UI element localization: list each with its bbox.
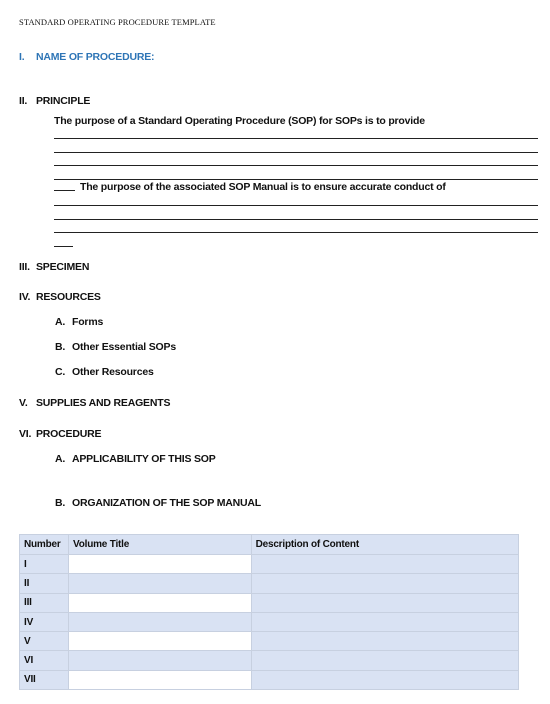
section-specimen: [19, 261, 89, 273]
section-title: SUPPLIES AND REAGENTS: [36, 397, 171, 409]
section-title: PROCEDURE: [36, 428, 102, 440]
item-letter: A.: [55, 453, 66, 465]
resource-item-other-sops: [55, 341, 176, 353]
volume-title-cell[interactable]: [68, 632, 251, 651]
fill-in-line[interactable]: [54, 165, 538, 166]
volume-title-cell[interactable]: [68, 555, 251, 574]
row-number: VII: [20, 670, 69, 689]
row-number: I: [20, 555, 69, 574]
section-name-of-procedure: [19, 51, 154, 63]
description-cell[interactable]: [251, 670, 518, 689]
section-number: II.: [19, 95, 28, 107]
item-label: Other Resources: [72, 366, 154, 378]
fill-in-line[interactable]: [54, 232, 538, 233]
row-number: IV: [20, 612, 69, 631]
section-number: VI.: [19, 428, 32, 440]
item-label: APPLICABILITY OF THIS SOP: [72, 453, 216, 465]
table-row: [20, 555, 519, 574]
column-header-description: Description of Content: [251, 535, 518, 555]
description-cell[interactable]: [251, 555, 518, 574]
item-label: ORGANIZATION OF THE SOP MANUAL: [72, 497, 262, 509]
principle-text-2-label: The purpose of the associated SOP Manual is to ensure accurate conduct of: [80, 181, 446, 193]
resource-item-other-resources: [55, 366, 154, 378]
volume-title-cell[interactable]: [68, 593, 251, 612]
row-number: VI: [20, 651, 69, 670]
section-number: I.: [19, 51, 25, 63]
principle-text-1: The purpose of a Standard Operating Procedure (SOP) for SOPs is to provide: [54, 115, 425, 127]
table-row: [20, 670, 519, 689]
table-row: [20, 593, 519, 612]
section-number: III.: [19, 261, 30, 273]
section-title: RESOURCES: [36, 291, 101, 303]
fill-in-line[interactable]: [54, 219, 538, 220]
table-row: [20, 651, 519, 670]
description-cell[interactable]: [251, 632, 518, 651]
item-label: Forms: [72, 316, 104, 328]
section-principle: [19, 95, 90, 107]
item-letter: B.: [55, 341, 66, 353]
fill-in-line[interactable]: [54, 179, 538, 180]
section-procedure: [19, 428, 101, 440]
section-resources: [19, 291, 101, 303]
description-cell[interactable]: [251, 593, 518, 612]
volume-title-cell[interactable]: [68, 612, 251, 631]
item-label: Other Essential SOPs: [72, 341, 176, 353]
table-row: [20, 612, 519, 631]
row-number: II: [20, 574, 69, 593]
row-number: III: [20, 593, 69, 612]
section-title: NAME OF PROCEDURE:: [36, 51, 155, 63]
section-title: SPECIMEN: [36, 261, 90, 273]
volume-title-cell[interactable]: [68, 651, 251, 670]
section-supplies-reagents: [19, 397, 170, 409]
item-letter: C.: [55, 366, 66, 378]
document-header: STANDARD OPERATING PROCEDURE TEMPLATE: [19, 17, 216, 27]
principle-text-2: [54, 181, 446, 193]
fill-in-line[interactable]: [54, 138, 538, 139]
column-header-volume-title: Volume Title: [68, 535, 251, 555]
table-header-row: [20, 535, 519, 555]
short-fill-in-line[interactable]: [54, 182, 75, 191]
procedure-item-applicability: [55, 453, 216, 465]
table-row: [20, 632, 519, 651]
procedure-item-organization: [55, 497, 261, 509]
fill-in-line[interactable]: [54, 205, 538, 206]
row-number: V: [20, 632, 69, 651]
description-cell[interactable]: [251, 574, 518, 593]
item-letter: A.: [55, 316, 66, 328]
section-number: V.: [19, 397, 28, 409]
item-letter: B.: [55, 497, 66, 509]
fill-in-line[interactable]: [54, 152, 538, 153]
section-number: IV.: [19, 291, 31, 303]
volume-title-cell[interactable]: [68, 670, 251, 689]
description-cell[interactable]: [251, 651, 518, 670]
table-row: [20, 574, 519, 593]
description-cell[interactable]: [251, 612, 518, 631]
volume-title-cell[interactable]: [68, 574, 251, 593]
column-header-number: Number: [20, 535, 69, 555]
short-fill-in-line[interactable]: [54, 246, 73, 247]
sop-manual-volume-table: [19, 534, 519, 690]
section-title: PRINCIPLE: [36, 95, 91, 107]
resource-item-forms: [55, 316, 103, 328]
